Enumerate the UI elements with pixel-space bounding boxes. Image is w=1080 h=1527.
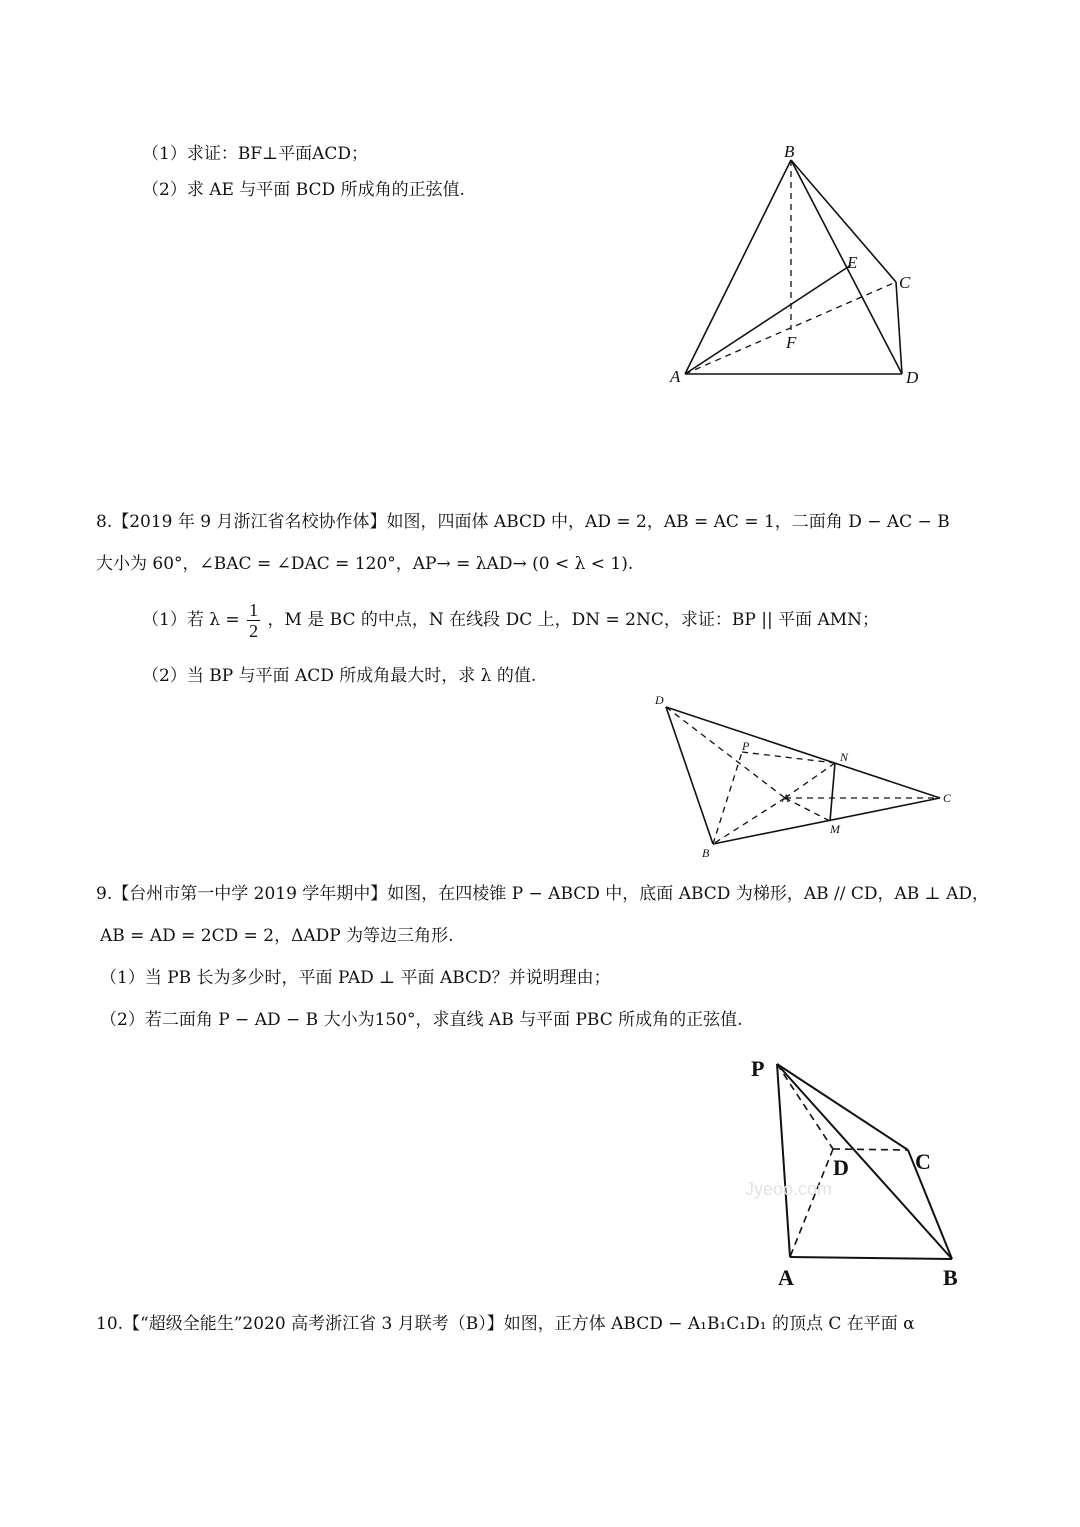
label-E: E [847, 253, 858, 272]
label-D: D [833, 1155, 849, 1180]
q9-line1: 9.【台州市第一中学 2019 学年期中】如图，在四棱锥 P − ABCD 中，底面 ABCD 为梯形，AB // CD，AB ⊥ AD， [96, 884, 989, 904]
edge-DA [666, 707, 785, 798]
edge-PD [777, 1064, 833, 1149]
edge-DB [666, 707, 713, 844]
edge-CD [896, 282, 902, 374]
label-A: A [782, 791, 790, 805]
label-C: C [899, 273, 911, 292]
q9-line2: AB = AD = 2CD = 2，ΔADP 为等边三角形. [100, 926, 454, 946]
edge-DC [666, 707, 940, 798]
q9-part1: （1）当 PB 长为多少时，平面 PAD ⊥ 平面 ABCD？并说明理由； [100, 968, 611, 988]
edge-BC [713, 798, 940, 844]
label-B: B [702, 846, 710, 860]
q8-part1 [142, 598, 879, 642]
label-B: B [784, 142, 795, 161]
q8-figure [650, 690, 970, 869]
q8-line2: 大小为 60°，∠BAC = ∠DAC = 120°，AP→ = λAD→ (0 < λ < 1). [96, 554, 634, 574]
edge-PN [742, 752, 835, 763]
fraction-denominator: 2 [249, 621, 259, 641]
edge-DA [790, 1149, 833, 1257]
label-D: D [655, 693, 664, 707]
label-C: C [915, 1149, 931, 1174]
q8-part2: （2）当 BP 与平面 ACD 所成角最大时，求 λ 的值. [142, 666, 537, 686]
watermark: Jyeoo.com [745, 1179, 833, 1199]
edge-AE [685, 265, 851, 374]
q7-part2: （2）求 AE 与平面 BCD 所成角的正弦值. [142, 180, 465, 200]
edge-BA [685, 160, 791, 374]
q8-part1-prefix: （1）若 λ = [142, 610, 240, 630]
edge-AM [785, 798, 830, 821]
fraction-numerator: 1 [249, 600, 259, 620]
edge-AB [790, 1257, 952, 1259]
q9-figure [745, 1052, 975, 1296]
label-A: A [778, 1265, 794, 1290]
edge-BP [713, 752, 742, 844]
q8-part1-suffix: ，M 是 BC 的中点，N 在线段 DC 上，DN = 2NC，求证：BP || 平面 AMN； [267, 610, 880, 630]
label-B: B [943, 1265, 958, 1290]
label-A: A [670, 367, 681, 386]
q7-figure [660, 140, 930, 404]
q9-part2: （2）若二面角 P − AD − B 大小为150°，求直线 AB 与平面 PBC 所成角的正弦值. [100, 1010, 743, 1030]
edge-AN [785, 763, 835, 798]
q7-part1: （1）求证：BF⊥平面ACD； [142, 144, 369, 164]
label-P: P [742, 739, 750, 753]
edge-PA [777, 1064, 790, 1257]
edge-NM [830, 763, 835, 821]
label-D: D [906, 368, 919, 387]
q10-line1: 10.【“超级全能生”2020 高考浙江省 3 月联考（B）】如图，正方体 ABCD − A₁B₁C₁D₁ 的顶点 C 在平面 α [96, 1314, 915, 1334]
label-C: C [943, 791, 952, 805]
label-N: N [840, 750, 849, 764]
label-F: F [786, 333, 797, 352]
q8-lambda-fraction [247, 600, 260, 641]
q8-line1: 8.【2019 年 9 月浙江省名校协作体】如图，四面体 ABCD 中，AD = 2，AB = AC = 1，二面角 D − AC − B [96, 512, 950, 532]
label-P: P [751, 1056, 765, 1081]
label-M: M [830, 822, 840, 836]
edge-DC [833, 1149, 908, 1150]
edge-BC [791, 160, 896, 282]
